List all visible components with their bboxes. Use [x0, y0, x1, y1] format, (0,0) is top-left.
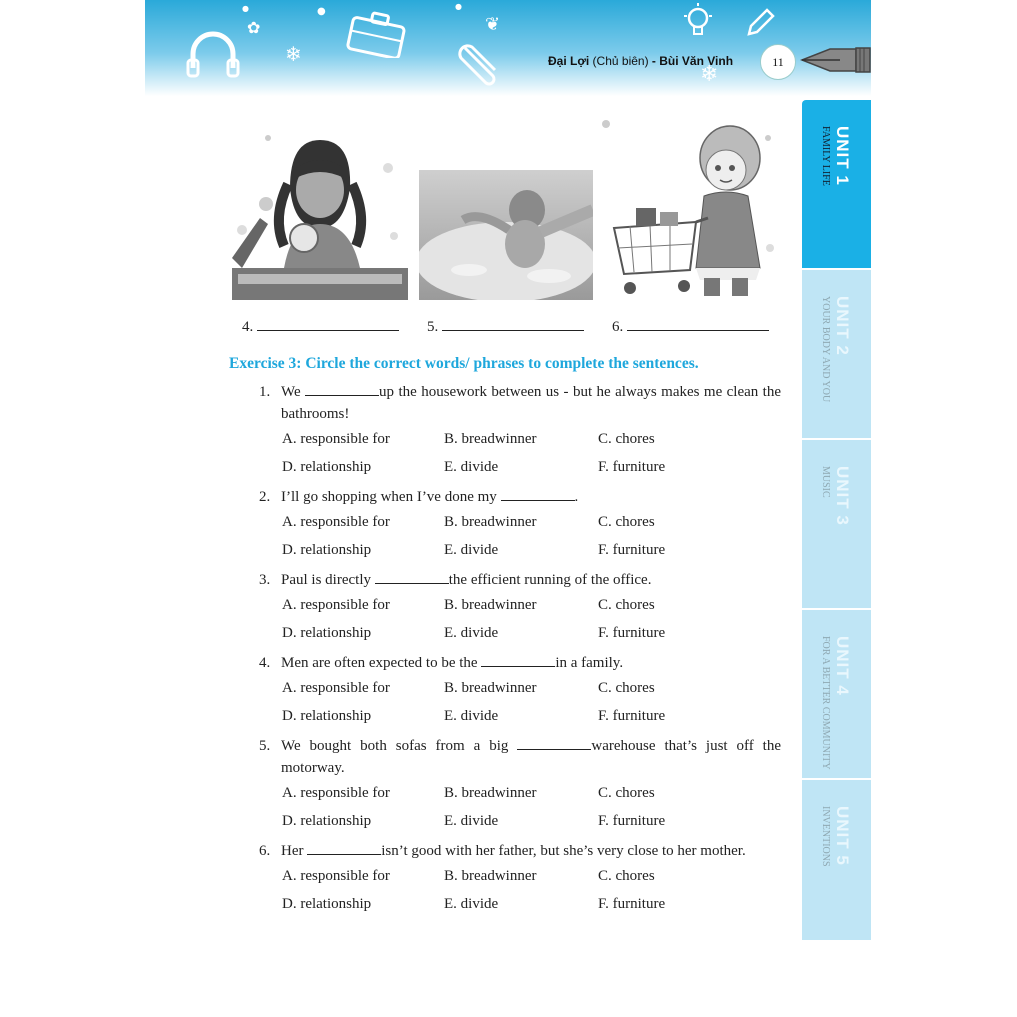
option-choice[interactable]: E. divide — [444, 542, 499, 558]
option-choice[interactable]: F. furniture — [598, 708, 666, 724]
question-text — [281, 652, 781, 674]
question-text — [281, 569, 781, 591]
snowflake-icon: ❄ — [700, 62, 719, 87]
question-blank[interactable] — [501, 486, 575, 501]
question-blank[interactable] — [481, 652, 555, 667]
question-text — [281, 735, 781, 779]
exercise-title: Exercise 3: Circle the correct words/ phrases to complete the sentences. — [229, 355, 699, 372]
answer-blank[interactable] — [257, 316, 399, 331]
option-choice[interactable]: E. divide — [444, 625, 499, 641]
question-item — [259, 486, 781, 508]
picture-bathing-baby — [419, 170, 593, 300]
question-text-after: . — [574, 489, 579, 505]
question-text-after: the efficient running of the office. — [448, 572, 652, 588]
question-number: 4. — [259, 655, 271, 671]
answer-number: 4. — [242, 319, 254, 335]
option-choice[interactable]: C. chores — [598, 680, 655, 696]
tab-unit-subtitle: YOUR BODY AND YOU — [820, 296, 832, 403]
lightbulb-icon — [680, 2, 716, 44]
bathing-baby-photo — [419, 170, 593, 300]
question-text-before: Men are often expected to be the — [281, 655, 478, 671]
pen-nib-icon — [800, 45, 872, 75]
paperclip-icon — [455, 40, 501, 86]
page-header — [145, 0, 871, 96]
tab-label — [802, 270, 871, 438]
option-choice[interactable]: A. responsible for — [282, 868, 390, 884]
question-text-before: We — [281, 384, 301, 400]
question-item — [259, 840, 781, 862]
option-choice[interactable]: C. chores — [598, 431, 655, 447]
tab-unit-title: UNIT 5 — [833, 806, 853, 866]
tab-unit-3[interactable] — [802, 440, 871, 608]
author-separator: - — [651, 54, 656, 68]
option-choice[interactable]: E. divide — [444, 459, 499, 475]
page-number: 11 — [760, 44, 796, 80]
picture-girl-shopping — [600, 118, 776, 300]
tab-label — [802, 610, 871, 778]
snowflake-icon: ❄ — [285, 42, 302, 66]
option-choice[interactable]: F. furniture — [598, 625, 666, 641]
answer-blank[interactable] — [627, 316, 769, 331]
tab-unit-subtitle: INVENTIONS — [820, 806, 832, 867]
question-text — [281, 486, 781, 508]
headphones-icon — [185, 28, 241, 80]
girl-washing-dishes-icon — [232, 128, 408, 300]
option-choice[interactable]: A. responsible for — [282, 514, 390, 530]
tab-unit-subtitle: MUSIC — [820, 466, 832, 498]
option-choice[interactable]: E. divide — [444, 896, 499, 912]
question-blank[interactable] — [307, 840, 381, 855]
option-choice[interactable]: C. chores — [598, 868, 655, 884]
option-choice[interactable]: D. relationship — [282, 625, 372, 641]
leaf-icon: ❦ — [485, 14, 501, 35]
answer-blank[interactable] — [442, 316, 584, 331]
option-choice[interactable]: E. divide — [444, 813, 499, 829]
answer-number: 5. — [427, 319, 439, 335]
question-item — [259, 569, 781, 591]
answer-row-4 — [242, 316, 399, 336]
tab-label — [802, 780, 871, 948]
answer-number: 6. — [612, 319, 624, 335]
option-choice[interactable]: D. relationship — [282, 542, 372, 558]
question-text-after: isn’t good with her father, but she’s very close to her mother. — [381, 843, 746, 859]
option-choice[interactable]: D. relationship — [282, 459, 372, 475]
answer-row-5 — [427, 316, 584, 336]
option-choice[interactable]: A. responsible for — [282, 431, 390, 447]
dot-icon: ● — [317, 6, 326, 17]
picture-girl-washing-dishes — [232, 128, 408, 300]
option-choice[interactable]: A. responsible for — [282, 597, 390, 613]
option-choice[interactable]: F. furniture — [598, 896, 666, 912]
tab-unit-title: UNIT 2 — [833, 296, 853, 356]
dot-icon: ● — [242, 4, 249, 13]
tab-unit-4[interactable] — [802, 610, 871, 778]
option-choice[interactable]: B. breadwinner — [444, 680, 537, 696]
girl-shopping-cart-icon — [600, 118, 776, 300]
option-choice[interactable]: D. relationship — [282, 813, 372, 829]
butterfly-icon: ✿ — [247, 18, 261, 37]
option-choice[interactable]: B. breadwinner — [444, 868, 537, 884]
question-text — [281, 840, 781, 862]
option-choice[interactable]: B. breadwinner — [444, 597, 537, 613]
question-number: 3. — [259, 572, 271, 588]
tab-unit-title: UNIT 1 — [833, 126, 853, 186]
tab-unit-5[interactable] — [802, 780, 871, 940]
question-text-after: warehouse that’s just off the motorway. — [281, 738, 782, 776]
tab-label — [802, 440, 871, 608]
question-item — [259, 652, 781, 674]
dot-icon: ● — [455, 2, 462, 11]
question-number: 6. — [259, 843, 271, 859]
option-choice[interactable]: A. responsible for — [282, 680, 390, 696]
author-role: (Chủ biên) — [592, 54, 649, 68]
option-choice[interactable]: E. divide — [444, 708, 499, 724]
question-text — [281, 381, 781, 425]
coauthor-name: Bùi Văn Vinh — [659, 54, 734, 68]
answer-row-6 — [612, 316, 769, 336]
option-choice[interactable]: D. relationship — [282, 708, 372, 724]
question-blank[interactable] — [305, 381, 379, 396]
question-blank[interactable] — [375, 569, 449, 584]
tab-unit-1[interactable] — [802, 100, 871, 268]
option-choice[interactable]: C. chores — [598, 597, 655, 613]
question-item — [259, 735, 781, 779]
option-choice[interactable]: C. chores — [598, 785, 655, 801]
option-choice[interactable]: F. furniture — [598, 542, 666, 558]
question-text-after: in a family. — [555, 655, 624, 671]
option-choice[interactable]: D. relationship — [282, 896, 372, 912]
option-choice[interactable]: A. responsible for — [282, 785, 390, 801]
option-choice[interactable]: F. furniture — [598, 459, 666, 475]
question-text-before: Her — [281, 843, 304, 859]
question-number: 1. — [259, 384, 271, 400]
option-choice[interactable]: C. chores — [598, 514, 655, 530]
tab-unit-2[interactable] — [802, 270, 871, 438]
question-item — [259, 381, 781, 425]
question-blank[interactable] — [517, 735, 591, 750]
question-number: 5. — [259, 738, 271, 754]
tab-unit-subtitle: FOR A BETTER COMMUNITY — [820, 636, 832, 770]
tab-label — [802, 100, 871, 268]
question-text-before: Paul is directly — [281, 572, 371, 588]
option-choice[interactable]: F. furniture — [598, 813, 666, 829]
question-text-before: I’ll go shopping when I’ve done my — [281, 489, 497, 505]
option-choice[interactable]: B. breadwinner — [444, 785, 537, 801]
tab-unit-subtitle: FAMILY LIFE — [820, 126, 832, 186]
option-choice[interactable]: B. breadwinner — [444, 514, 537, 530]
tab-unit-title: UNIT 3 — [833, 466, 853, 526]
option-choice[interactable]: B. breadwinner — [444, 431, 537, 447]
pencil-icon — [745, 8, 775, 38]
author-name: Đại Lợi — [548, 54, 590, 68]
question-number: 2. — [259, 489, 271, 505]
question-text-after: up the housework between us - but he always makes me clean the bathrooms! — [281, 384, 782, 422]
briefcase-icon — [345, 8, 409, 58]
header-authors — [548, 54, 733, 68]
question-text-before: We bought both sofas from a big — [281, 738, 509, 754]
tab-unit-title: UNIT 4 — [833, 636, 853, 696]
